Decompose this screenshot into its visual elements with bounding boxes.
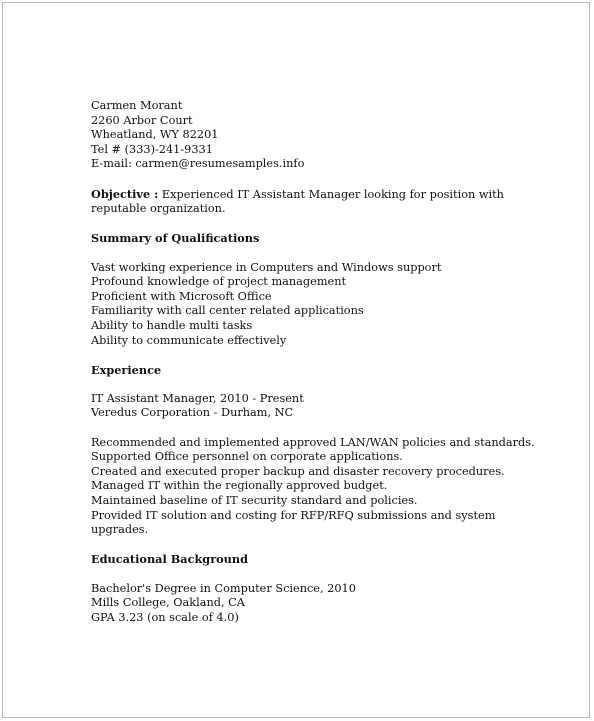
job-duty: Created and executed proper backup and disaster recovery procedures.: [91, 464, 505, 478]
job-duty: upgrades.: [91, 523, 149, 537]
contact-name: Carmen Morant: [91, 99, 183, 112]
spacer: [91, 538, 561, 553]
education-degree: Bachelor's Degree in Computer Science, 2010: [91, 581, 356, 595]
job-company: Veredus Corporation - Durham, NC: [91, 406, 294, 420]
job-duty: Supported Office personnel on corporate applications.: [91, 450, 403, 464]
spacer: [91, 377, 561, 392]
summary-item: Familiarity with call center related applications: [91, 304, 364, 318]
spacer: [91, 567, 561, 582]
education-heading: Educational Background: [91, 552, 249, 567]
objective-label: Objective :: [91, 186, 159, 201]
spacer: [91, 217, 561, 232]
education-school: Mills College, Oakland, CA: [91, 596, 245, 610]
job-duty: Managed IT within the regionally approved budget.: [91, 479, 388, 493]
resume-page: [2, 2, 590, 718]
contact-tel: Tel # (333)-241-9331: [91, 142, 213, 156]
summary-heading: Summary of Qualifications: [91, 231, 260, 246]
job-duty: Provided IT solution and costing for RFP/RFQ submissions and system: [91, 508, 496, 522]
contact-email: E-mail: carmen@resumesamples.info: [91, 157, 305, 171]
objective-line: [91, 187, 561, 203]
spacer: [91, 246, 561, 261]
summary-item: Vast working experience in Computers and Windows support: [91, 260, 442, 274]
education-gpa: GPA 3.23 (on scale of 4.0): [91, 610, 239, 624]
job-duty: Recommended and implemented approved LAN/WAN policies and standards.: [91, 435, 535, 449]
objective-text-2: reputable organization.: [91, 202, 226, 216]
spacer: [91, 172, 561, 187]
contact-street: 2260 Arbor Court: [91, 113, 193, 127]
resume-content: [91, 99, 561, 625]
contact-city: Wheatland, WY 82201: [91, 128, 219, 142]
job-title: IT Assistant Manager, 2010 - Present: [91, 391, 304, 405]
job-duty: Maintained baseline of IT security standard and policies.: [91, 494, 418, 508]
experience-heading: Experience: [91, 362, 162, 377]
summary-item: Proficient with Microsoft Office: [91, 289, 272, 303]
spacer: [91, 421, 561, 436]
objective-text-1: Experienced IT Assistant Manager looking for position with: [158, 187, 504, 201]
spacer: [91, 348, 561, 363]
summary-item: Profound knowledge of project management: [91, 275, 347, 289]
summary-item: Ability to handle multi tasks: [91, 318, 253, 332]
summary-item: Ability to communicate effectively: [91, 333, 287, 347]
